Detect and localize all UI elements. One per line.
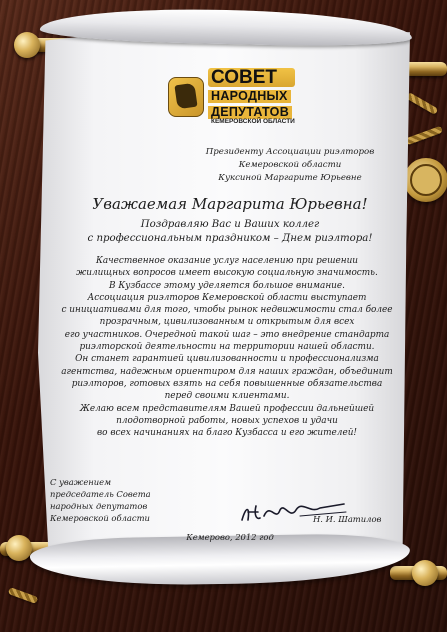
top-left-knob (14, 32, 40, 58)
addressee-line: Президенту Ассоциации риэлторов (205, 147, 375, 157)
body-line: жилищных вопросов имеет высокую социальную значимость. (76, 268, 378, 279)
body-line: плодотворной работы, новых успехов и удачи (116, 415, 338, 426)
body-line: Качественное оказание услуг населению при решении (95, 256, 359, 266)
congrats-line: Поздравляю Вас и Ваших коллег (140, 219, 320, 230)
sign-title-line: председатель Совета (50, 489, 151, 499)
body-line: Ассоциация риэлторов Кемеровской области выступает (87, 292, 367, 303)
signer-name: Н. И. Шатилов (313, 514, 382, 524)
body-line: прозрачным, цивилизованным и открытым для всех (99, 317, 355, 328)
congrats-block (60, 218, 400, 246)
bottom-left-knob (6, 535, 32, 561)
council-logo (168, 68, 295, 126)
bottom-right-knob (412, 560, 438, 586)
body-line: Желаю всем представителям Вашей профессии дальнейшей (79, 403, 375, 414)
body-line: его участников. Очередной такой шаг – это внедрение стандарта (64, 329, 390, 340)
body-line: риэлторской деятельности на территории нашей области. (79, 342, 375, 353)
logo-line-3: ДЕПУТАТОВ (208, 106, 292, 119)
logo-line-4: КЕМЕРОВСКОЙ ОБЛАСТИ (211, 118, 295, 125)
sign-title-line: народных депутатов (50, 501, 148, 511)
bottom-left-cord (8, 587, 39, 604)
body-line: Он станет гарантией цивилизованности и профессионализма (75, 354, 379, 365)
letter-content (50, 58, 393, 548)
greeting-heading: Уважаемая Маргарита Юрьевна! (92, 195, 368, 213)
body-line: во всех начинаниях на благо Кузбасса и его жителей! (96, 428, 357, 439)
sign-title-line: С уважением (50, 477, 112, 487)
body-line: перед своими клиентами. (164, 391, 290, 402)
sign-title-line: Кемеровской области (50, 513, 150, 523)
council-emblem-icon (168, 77, 204, 117)
congrats-line: с профессиональным праздником – Днем риэлтора! (87, 233, 373, 244)
letter-body (57, 255, 397, 439)
body-line: агентства, надежным ориентиром для наших граждан, объединит (61, 366, 393, 377)
body-line: риэлторов, готовых взять на себя повышенные обязательства (71, 378, 383, 389)
body-line: В Кузбассе этому уделяется большое внимание. (109, 280, 345, 291)
top-right-cord-2 (405, 126, 443, 146)
addressee-line: Куксиной Маргарите Юрьевне (218, 173, 362, 183)
seal-medal-icon (404, 158, 447, 202)
logo-line-2: НАРОДНЫХ (208, 90, 291, 103)
addressee-line: Кемеровской области (238, 160, 342, 170)
logo-line-1: СОВЕТ (208, 68, 295, 87)
signature-title-block (50, 476, 151, 524)
body-line: с инициативами для того, чтобы рынок недвижимости стал более (61, 305, 393, 316)
top-right-cord (406, 92, 439, 115)
addressee-block (200, 146, 380, 185)
place-date: Кемерово, 2012 год (186, 532, 274, 542)
